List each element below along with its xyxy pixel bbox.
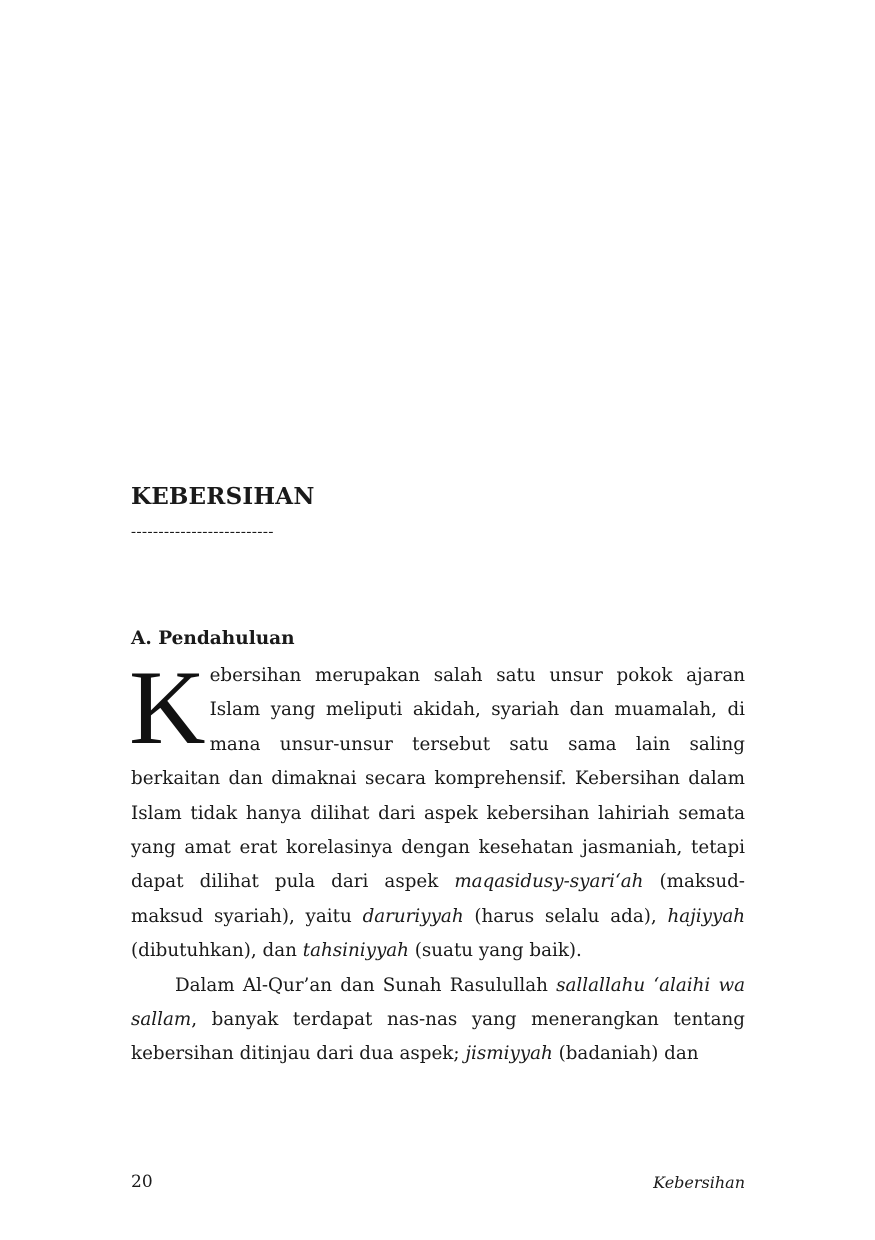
italic-term: hajiyyah	[667, 905, 745, 927]
paragraph-2-text: , banyak terdapat nas-nas yang menerangkan tentang kebersihan ditinjau dari dua aspek;	[131, 1009, 745, 1065]
paragraph-2-text: (badaniah) dan	[552, 1043, 699, 1065]
italic-term: tahsiniyyah	[302, 940, 409, 962]
paragraph-1-text: (maksud-maksud syariah), yaitu	[131, 871, 745, 927]
italic-term: daruriyyah	[362, 905, 464, 927]
section-heading: A. Pendahuluan	[131, 628, 295, 649]
chapter-title: KEBERSIHAN	[131, 483, 315, 510]
italic-term: sallallahu ‘alaihi wa sallam	[131, 974, 746, 1031]
page-number: 20	[131, 1172, 153, 1192]
running-footer-title: Kebersihan	[653, 1173, 745, 1192]
chapter-title-rule: --------------------------	[131, 524, 274, 540]
paragraph-1-text: (dibutuhkan), dan	[131, 940, 303, 962]
paragraph-2	[131, 969, 745, 1072]
body-text	[129, 649, 746, 1072]
drop-cap: K	[129, 649, 206, 766]
italic-term: jismiyyah	[465, 1043, 553, 1065]
paragraph-1-text: ebersihan merupakan salah satu unsur pokok ajaran Islam yang meliputi akidah, syariah dan muamalah, di mana unsur-unsur tersebut satu sama lain saling berkaitan dan dimaknai secara komprehensif. Kebersihan dalam Islam tidak hanya dilihat dari aspek kebersihan lahiriah semata yang amat erat korelasinya dengan kesehatan jasmaniah, tetapi dapat dilihat pula dari aspek	[131, 665, 745, 893]
paragraph-2-text: Dalam Al-Qur’an dan Sunah Rasulullah	[175, 974, 557, 996]
paragraph-1-text: (suatu yang baik).	[408, 940, 582, 962]
paragraph-1	[129, 649, 745, 969]
italic-term: maqasidusy-syari‘ah	[454, 871, 644, 893]
paragraph-1-text: (harus selalu ada),	[463, 905, 668, 927]
book-page	[131, 0, 745, 1240]
